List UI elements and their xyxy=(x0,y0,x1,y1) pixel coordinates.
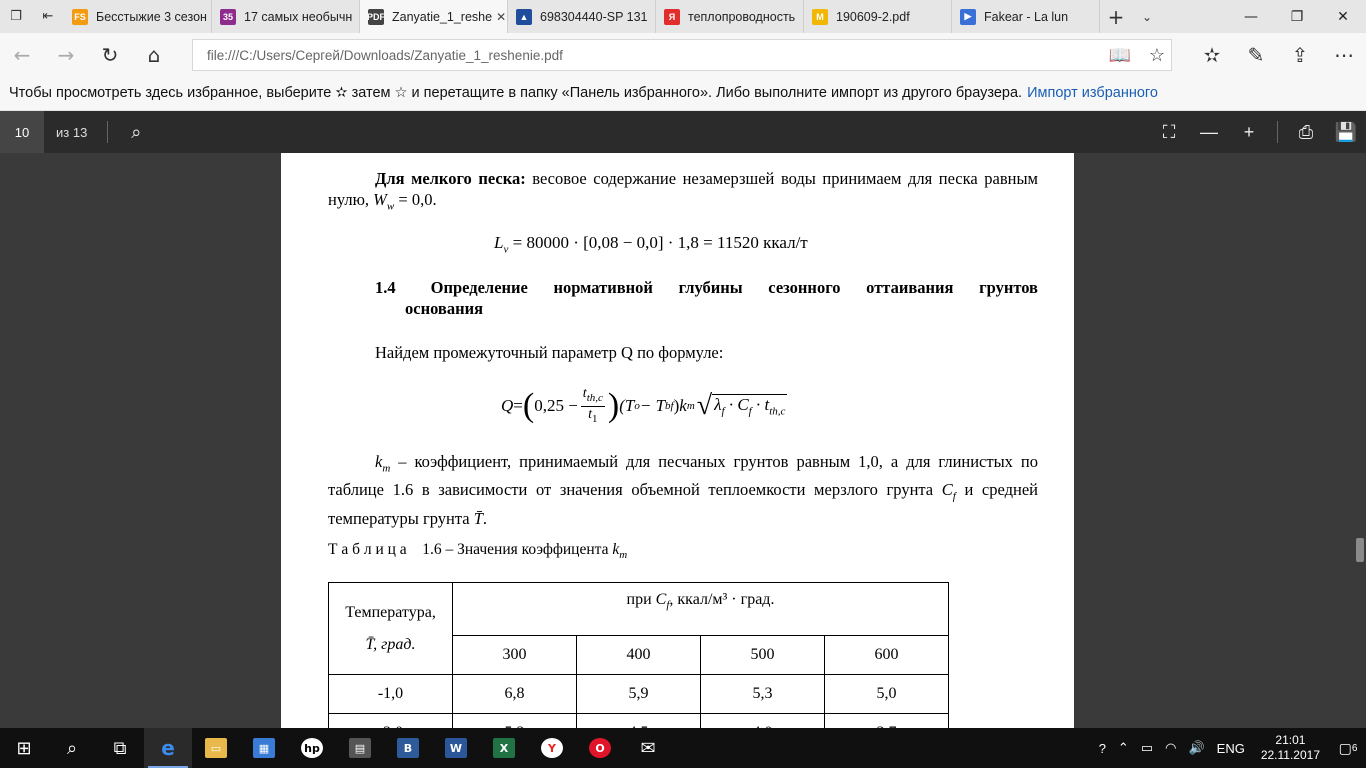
cell-value: 5,9 xyxy=(577,675,701,714)
var-k-sub: m xyxy=(686,400,695,412)
system-tray xyxy=(1093,728,1366,768)
sqrt-body xyxy=(712,394,787,417)
tab-2[interactable] xyxy=(360,0,508,33)
var-t: T̄ xyxy=(473,508,483,528)
heading-word: глубины xyxy=(678,278,743,297)
navigation-bar xyxy=(0,33,1366,76)
share-icon[interactable]: ⇪ xyxy=(1291,42,1309,67)
formula-lv xyxy=(494,233,808,255)
text: = 0,0. xyxy=(394,190,437,209)
close-tab-icon[interactable]: ✕ xyxy=(496,9,507,24)
vertical-scrollbar[interactable] xyxy=(1354,153,1366,728)
text: при xyxy=(626,591,656,608)
tab-preview-icon[interactable]: ❐ xyxy=(10,9,22,24)
minimize-button[interactable]: — xyxy=(1244,8,1258,25)
site-icon: ▲ xyxy=(516,9,532,25)
numerator xyxy=(581,386,605,407)
lambda: λ xyxy=(714,395,722,415)
tab-strip xyxy=(0,0,1366,33)
var-l: L xyxy=(494,233,504,252)
new-tab-button[interactable]: + xyxy=(1107,4,1125,29)
cell-value: 5,3 xyxy=(701,675,825,714)
media-icon: ▶ xyxy=(960,9,976,25)
m-icon: M xyxy=(812,9,828,25)
tab-title: 190609-2.pdf xyxy=(836,9,910,24)
yandex-icon: Я xyxy=(664,9,680,25)
page-count: из 13 xyxy=(56,124,88,140)
pdf-toolbar xyxy=(0,111,1366,153)
sqrt-sign: √ xyxy=(696,390,713,421)
var-w-sub: w xyxy=(386,200,395,213)
formula-q xyxy=(501,381,787,431)
denominator xyxy=(588,407,597,427)
chevron-up-icon[interactable]: ⌃ xyxy=(1117,740,1129,755)
var-k: k xyxy=(375,452,383,471)
notification-center-icon[interactable]: ▢ 6 xyxy=(1338,739,1358,756)
toolbar-divider xyxy=(107,121,108,143)
tab-title: 698304440-SP 131 xyxy=(540,9,648,24)
var-k-sub: m xyxy=(619,549,628,562)
var-tbf-sub: bf xyxy=(665,400,674,412)
reading-view-icon[interactable]: 📖 xyxy=(1108,44,1131,65)
web-note-icon[interactable]: ✎ xyxy=(1247,42,1265,67)
var-k: k xyxy=(679,396,687,415)
var-t: T̄, град. xyxy=(365,635,416,653)
word-icon[interactable]: W xyxy=(432,728,480,768)
paren-open: ( xyxy=(522,387,535,424)
caption-text: Т а б л и ц а 1.6 – Значения коэффицента xyxy=(328,541,613,558)
heading-line-1 xyxy=(375,277,1038,298)
var-c: C xyxy=(655,591,667,608)
header-temp-line2 xyxy=(329,636,452,654)
task-view-icon[interactable]: ⧉ xyxy=(113,737,127,759)
var-tbf: − T xyxy=(639,396,666,415)
calculator-icon[interactable]: ▤ xyxy=(336,728,384,768)
text: , ккал/м³ · град. xyxy=(669,591,775,608)
clock-time: 21:01 xyxy=(1275,733,1306,747)
help-icon[interactable]: ? xyxy=(1098,740,1106,756)
heading-number: 1.4 xyxy=(375,278,396,297)
var-k-sub: m xyxy=(382,462,391,475)
tab-title: Fakear - La lun xyxy=(984,9,1069,24)
notification-count: 6 xyxy=(1351,742,1358,754)
den-t: t xyxy=(588,406,593,422)
excel-icon[interactable]: X xyxy=(480,728,528,768)
pdf-page xyxy=(281,153,1074,728)
paren: ) xyxy=(673,396,680,415)
heading-word: сезонного xyxy=(768,278,841,297)
refresh-button[interactable]: ↻ xyxy=(101,42,119,67)
eq: = xyxy=(513,396,523,415)
cf: · C xyxy=(724,395,749,415)
search-icon[interactable]: ⌕ xyxy=(66,737,78,759)
heading-word: оттаивания xyxy=(866,278,954,297)
den-sub: 1 xyxy=(592,412,598,425)
column-header: 500 xyxy=(701,636,825,675)
bold-lead: Для мелкого песка: xyxy=(375,169,526,188)
page-number-input[interactable]: 10 xyxy=(0,111,44,153)
fs-icon: FS xyxy=(72,9,88,25)
paragraph-km xyxy=(328,451,1038,529)
address-bar[interactable] xyxy=(192,39,1172,71)
favorites-hint-text: Чтобы просмотреть здесь избранное, выберите ✫ затем ☆ и перетащите в папку «Панель избранного». Либо выполните импорт из другого браузера. xyxy=(9,85,1023,101)
print-icon[interactable]: ⎙ xyxy=(1298,121,1314,142)
mail-icon[interactable]: ✉ xyxy=(640,737,656,759)
zoom-in-icon[interactable]: + xyxy=(1243,121,1255,142)
opera-icon[interactable]: O xyxy=(576,728,624,768)
start-windows-icon[interactable]: ⊞ xyxy=(16,737,32,759)
favorite-star-icon[interactable]: ☆ xyxy=(1148,44,1165,65)
tab-3[interactable] xyxy=(508,0,656,33)
header-cf xyxy=(453,583,949,636)
tab-title: теплопроводность xyxy=(688,9,796,24)
const: 0,25 − xyxy=(534,396,578,415)
tab-list-chevron-icon[interactable]: ⌄ xyxy=(1141,9,1153,24)
var-l-sub: v xyxy=(503,243,509,256)
tab-5[interactable] xyxy=(804,0,952,33)
home-button[interactable]: ⌂ xyxy=(147,42,161,67)
back-button[interactable]: ← xyxy=(13,42,31,67)
paragraph-param-q: Найдем промежуточный параметр Q по формуле: xyxy=(375,343,724,362)
forward-button[interactable]: → xyxy=(57,42,75,67)
var-c-sub: f xyxy=(952,490,956,503)
column-header: 300 xyxy=(453,636,577,675)
battery-icon[interactable]: ▭ xyxy=(1140,740,1154,755)
tab-title: Zanyatie_1_reshe xyxy=(392,9,493,24)
zoom-out-icon[interactable]: — xyxy=(1200,121,1218,142)
edge-browser-icon[interactable]: e xyxy=(144,728,192,768)
favorites-hint-bar xyxy=(0,76,1366,111)
paragraph-fine-sand xyxy=(328,168,1038,217)
volume-icon[interactable]: 🔊 xyxy=(1188,740,1205,755)
text: весовое содержание незамерзшей воды принимаем для песка равным нулю, xyxy=(328,169,1038,209)
address-url: file:///C:/Users/Сергей/Downloads/Zanyatie_1_reshenie.pdf xyxy=(207,47,563,63)
table-row xyxy=(329,675,949,714)
save-icon[interactable]: 💾 xyxy=(1334,121,1358,142)
num-t: t xyxy=(582,385,587,401)
taskbar xyxy=(0,728,1366,768)
lambda-sub: f xyxy=(721,405,725,418)
more-menu-icon[interactable]: ⋯ xyxy=(1334,42,1354,67)
var-c: C xyxy=(941,480,953,500)
hp-icon[interactable]: hp xyxy=(288,728,336,768)
table-caption xyxy=(328,539,1038,566)
35-icon: 35 xyxy=(220,9,236,25)
clock[interactable] xyxy=(1251,733,1330,763)
column-header: 400 xyxy=(577,636,701,675)
toolbar-divider xyxy=(1277,121,1278,143)
scrollbar-thumb[interactable] xyxy=(1356,538,1364,562)
paren-close: ) xyxy=(607,387,620,424)
num-sub: th,c xyxy=(586,391,603,404)
tab-6[interactable] xyxy=(952,0,1100,33)
header-temperature xyxy=(329,583,453,675)
text: . xyxy=(482,508,488,528)
pdf-icon: PDF xyxy=(368,9,384,25)
heading-word: Определение xyxy=(430,278,528,297)
tab-title: 17 самых необычн xyxy=(244,9,353,24)
tthc-sub: th,c xyxy=(769,405,786,418)
wifi-icon[interactable]: ◠ xyxy=(1165,740,1177,755)
var-q: Q xyxy=(501,396,514,415)
language-indicator[interactable]: ENG xyxy=(1216,740,1245,756)
column-header: 600 xyxy=(825,636,949,675)
cell-value: 5,0 xyxy=(825,675,949,714)
var-to: (T xyxy=(619,396,635,415)
fit-page-icon[interactable]: ⛶ xyxy=(1162,121,1176,142)
var-to-sub: o xyxy=(634,400,640,412)
pdf-viewer xyxy=(0,153,1366,728)
header-temp-line1: Температура, xyxy=(345,603,436,621)
restore-button[interactable]: ❐ xyxy=(1290,8,1304,25)
text: – коэффициент, принимаемый для песчаных грунтов равным 1,0, а для глинистых по таблице 1.6 в зависимости от значения объемной теплоемкости мерзлого грунта xyxy=(328,452,1038,500)
close-window-button[interactable]: ✕ xyxy=(1337,8,1349,25)
clock-date: 22.11.2017 xyxy=(1260,748,1320,762)
var-c-sub: f xyxy=(666,599,670,612)
tab-4[interactable] xyxy=(656,0,804,33)
var-k: k xyxy=(612,541,620,558)
tab-title: Бесстыжие 3 сезон xyxy=(96,9,207,24)
app-b-icon[interactable]: B xyxy=(384,728,432,768)
import-favorites-link[interactable]: Импорт избранного xyxy=(1027,85,1158,101)
section-heading-1-4 xyxy=(375,277,1038,319)
formula-rhs: = 80000 · [0,08 − 0,0] · 1,8 = 11520 ккал/т xyxy=(508,233,808,252)
text: и средней температуры грунта xyxy=(328,480,1038,528)
tab-1[interactable] xyxy=(212,0,360,33)
find-search-icon[interactable]: ⌕ xyxy=(131,121,142,142)
tabs-aside-icon[interactable]: ⇤ xyxy=(42,9,54,24)
store-icon[interactable]: ▦ xyxy=(240,728,288,768)
heading-line-2: основания xyxy=(405,299,484,318)
tthc: · t xyxy=(751,395,770,415)
tab-0[interactable] xyxy=(64,0,212,33)
fraction xyxy=(581,386,605,427)
cell-temperature: -1,0 xyxy=(329,675,453,714)
cell-value: 6,8 xyxy=(453,675,577,714)
file-explorer-icon[interactable]: ▭ xyxy=(192,728,240,768)
yandex-browser-icon[interactable]: Y xyxy=(528,728,576,768)
heading-word: нормативной xyxy=(553,278,653,297)
cf-sub: f xyxy=(748,405,752,418)
heading-word: грунтов xyxy=(979,278,1038,297)
var-w: W xyxy=(373,190,387,209)
favorites-hub-icon[interactable]: ✫ xyxy=(1203,42,1221,67)
